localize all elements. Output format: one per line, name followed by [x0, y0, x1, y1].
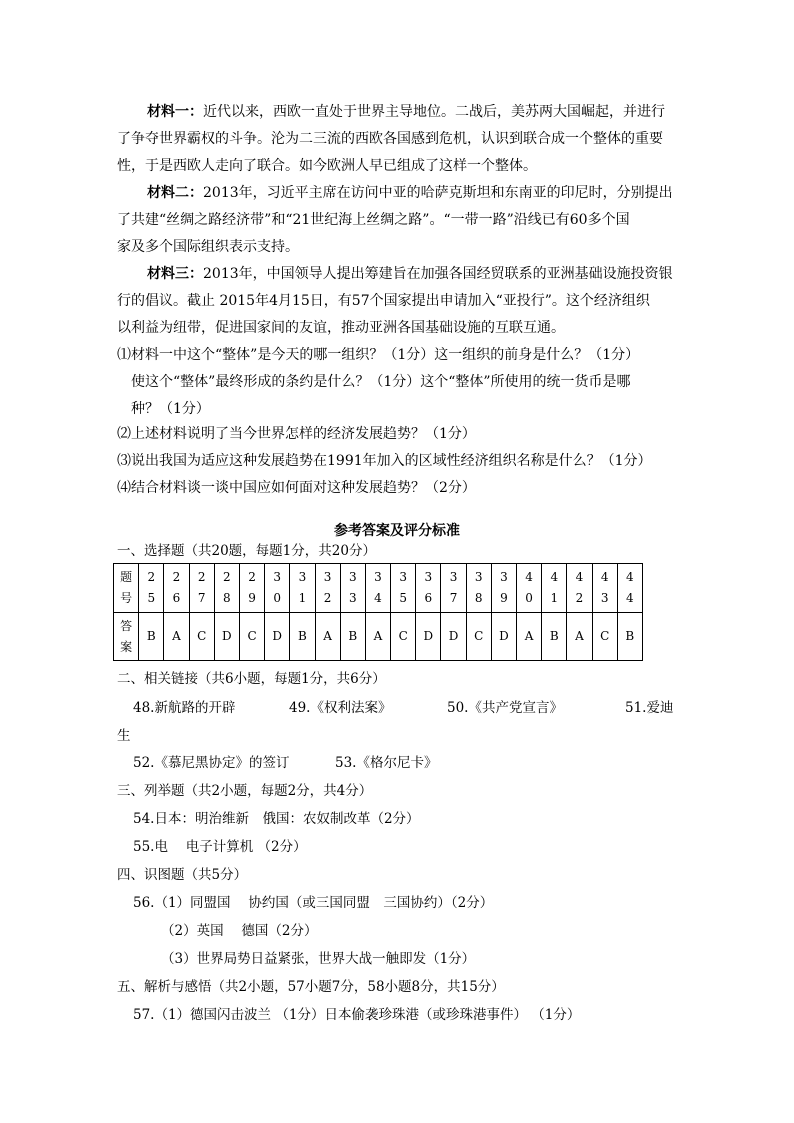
qnum-cell: 4 0 [517, 564, 542, 613]
answer-cell: C [239, 613, 264, 661]
section-3-title: 三、列举题（共2小题，每题2分，共4分） [117, 783, 373, 799]
question-1-line-1: ⑴材料一中这个“整体”是今天的哪一组织？（1分）这一组织的前身是什么？（1分） [117, 347, 640, 363]
answer-cell: A [164, 613, 189, 661]
material-1-line-1: 材料一：近代以来，西欧一直处于世界主导地位。二战后，美苏两大国崛起，并进行 [147, 104, 665, 120]
answer-cell: B [139, 613, 164, 661]
qnum-cell: 2 5 [139, 564, 164, 613]
qnum-cell: 3 6 [416, 564, 441, 613]
answer-56-3: （3）世界局势日益紧张，世界大战一触即发（1分） [161, 951, 476, 967]
answer-56-1: 56.（1）同盟国 协约国（或三国同盟 三国协约）（2分） [133, 895, 494, 911]
qnum-cell: 3 2 [315, 564, 340, 613]
answer-cell: A [567, 613, 592, 661]
answer-52: 52.《慕尼黑协定》的签订 [133, 755, 290, 771]
material-2-line-1: 材料二：2013年，习近平主席在访问中亚的哈萨克斯坦和东南亚的印尼时，分别提出 [147, 185, 673, 201]
answer-50: 50.《共产党宣言》 [447, 700, 563, 716]
answer-49: 49.《权利法案》 [289, 700, 392, 716]
qnum-cell: 3 3 [340, 564, 365, 613]
question-1-line-2: 使这个“整体”最终形成的条约是什么？（1分）这个“整体”所使用的统一货币是哪 [131, 374, 631, 390]
answer-table-row-answers [114, 613, 643, 661]
header-cell-answer: 答 案 [114, 613, 139, 661]
qnum-cell: 3 9 [491, 564, 516, 613]
material-1-line-2: 了争夺世界霸权的斗争。沦为二三流的西欧各国感到危机，认识到联合成一个整体的重要 [117, 131, 663, 147]
material-2-line-2: 了共建“丝绸之路经济带”和“21世纪海上丝绸之路”。“一带一路”沿线已有60多个国 [117, 212, 630, 228]
answer-56-2: （2）英国 德国（2分） [161, 923, 318, 939]
answer-55: 55.电 电子计算机 （2分） [133, 839, 307, 855]
qnum-cell: 3 7 [441, 564, 466, 613]
material-1-line-3: 性，于是西欧人走向了联合。如今欧洲人早已组成了这样一个整体。 [117, 158, 537, 174]
section-1-title: 一、选择题（共20题，每题1分，共20分） [117, 543, 376, 559]
qnum-cell: 2 6 [164, 564, 189, 613]
answer-table [113, 563, 643, 661]
answer-51-part-1: 51.爱迪 [625, 700, 674, 716]
answer-cell: C [592, 613, 617, 661]
answer-cell: C [189, 613, 214, 661]
qnum-cell: 2 8 [214, 564, 239, 613]
answer-cell: D [441, 613, 466, 661]
answer-51-part-2: 生 [117, 728, 131, 744]
qnum-cell: 3 4 [365, 564, 390, 613]
answer-54: 54.日本：明治维新 俄国：农奴制改革（2分） [133, 811, 420, 827]
answer-53: 53.《格尔尼卡》 [335, 755, 438, 771]
section-5-title: 五、解析与感悟（共2小题，57小题7分，58小题8分，共15分） [117, 979, 505, 995]
answer-cell: D [491, 613, 516, 661]
question-1-line-3: 种？（1分） [131, 401, 210, 417]
answer-cell: B [290, 613, 315, 661]
header-cell-question-number: 题 号 [114, 564, 139, 613]
answer-table-row-numbers [114, 564, 643, 613]
answer-cell: D [265, 613, 290, 661]
answer-cell: A [365, 613, 390, 661]
qnum-cell: 3 0 [265, 564, 290, 613]
qnum-cell: 3 8 [466, 564, 491, 613]
answer-cell: D [416, 613, 441, 661]
material-3-line-3: 以利益为纽带，促进国家间的友谊，推动亚洲各国基础设施的互联互通。 [117, 320, 565, 336]
section-4-title: 四、识图题（共5分） [117, 867, 248, 883]
qnum-cell: 4 3 [592, 564, 617, 613]
material-2-line-3: 家及多个国际组织表示支持。 [117, 239, 299, 255]
answer-cell: C [466, 613, 491, 661]
material-3-line-2: 行的倡议。截止 2015年4月15日，有57个国家提出申请加入“亚投行”。这个经济组织 [117, 293, 650, 309]
qnum-cell: 2 7 [189, 564, 214, 613]
answer-key-title: 参考答案及评分标准 [334, 523, 460, 539]
section-2-title: 二、相关链接（共6小题，每题1分，共6分） [117, 671, 386, 687]
answer-cell: B [617, 613, 642, 661]
answer-cell: C [391, 613, 416, 661]
material-3-line-1: 材料三：2013年，中国领导人提出筹建旨在加强各国经贸联系的亚洲基础设施投资银 [147, 266, 673, 282]
qnum-cell: 3 5 [391, 564, 416, 613]
answer-cell: D [214, 613, 239, 661]
answer-57-1: 57.（1）德国闪击波兰 （1分）日本偷袭珍珠港（或珍珠港事件） （1分） [133, 1007, 581, 1023]
answer-cell: B [542, 613, 567, 661]
question-3: ⑶说出我国为适应这种发展趋势在1991年加入的区域性经济组织名称是什么？（1分） [117, 453, 652, 469]
question-4: ⑷结合材料谈一谈中国应如何面对这种发展趋势？（2分） [117, 480, 476, 496]
question-2: ⑵上述材料说明了当今世界怎样的经济发展趋势？（1分） [117, 426, 476, 442]
answer-cell: B [340, 613, 365, 661]
qnum-cell: 4 1 [542, 564, 567, 613]
qnum-cell: 2 9 [239, 564, 264, 613]
answer-48: 48.新航路的开辟 [133, 700, 236, 716]
answer-cell: A [315, 613, 340, 661]
qnum-cell: 4 2 [567, 564, 592, 613]
qnum-cell: 3 1 [290, 564, 315, 613]
qnum-cell: 4 4 [617, 564, 642, 613]
answer-cell: A [517, 613, 542, 661]
